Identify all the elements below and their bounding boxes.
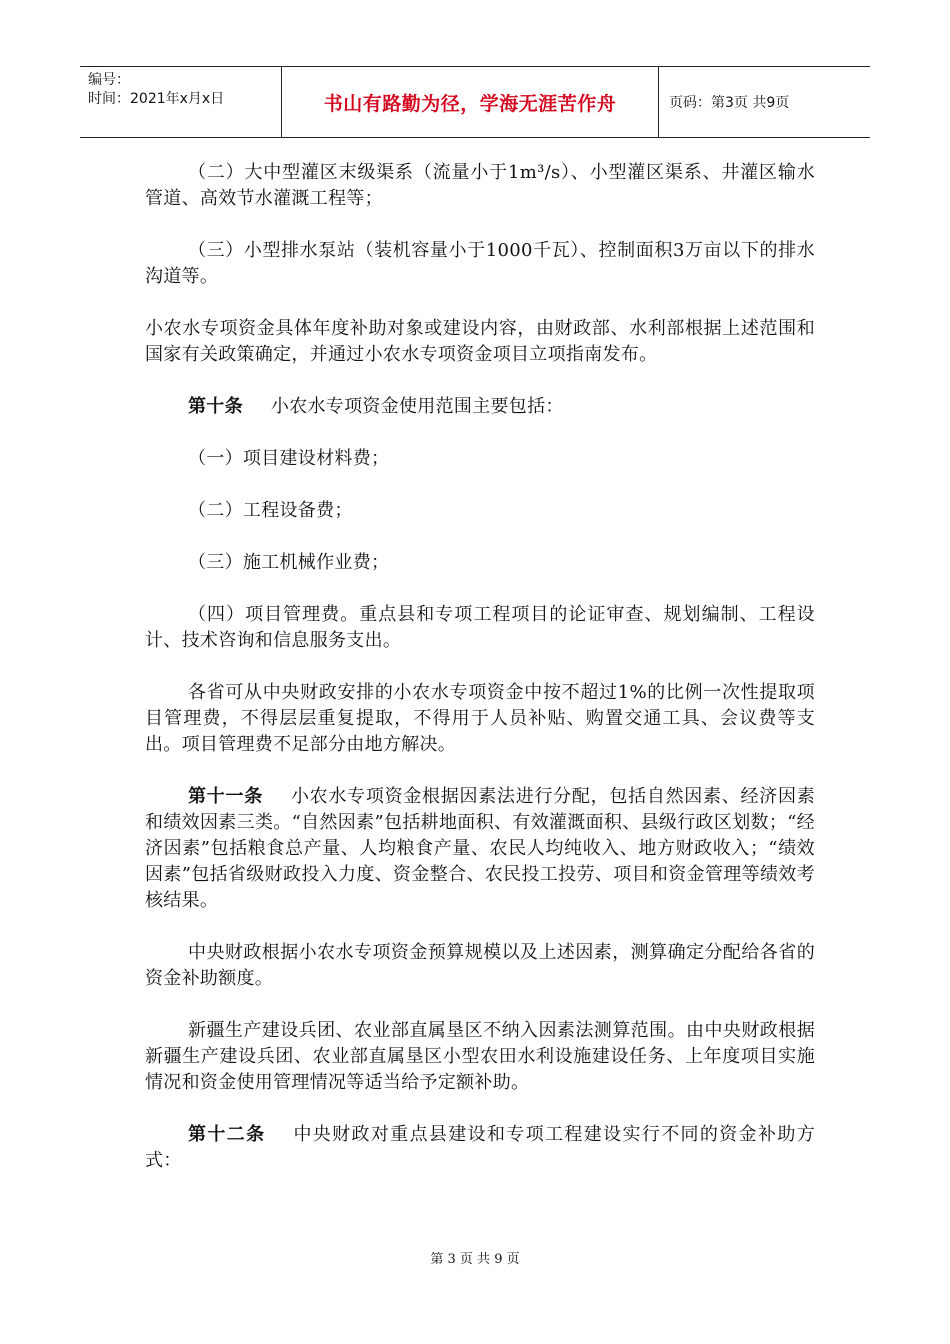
number-label: 编号： [88,72,130,88]
paragraph-7: （三）施工机械作业费； [188,552,390,573]
paragraph-5: （一）项目建设材料费； [188,448,390,469]
paragraph-3: 小农水专项资金具体年度补助对象或建设内容，由财政部、水利部根据上述范围和国家有关政策确定，并通过小农水专项资金项目立项指南发布。 [145,318,815,365]
header-motto: 书山有路勤为径，学海无涯苦作舟 [282,67,659,137]
header-meta [80,67,282,137]
header-page-info: 页码：第3页 共9页 [669,95,790,111]
page-header [80,66,870,138]
time-label: 时间：2021年x月x日 [88,91,225,107]
page-footer: 第 3 页 共 9 页 [430,1252,520,1267]
paragraph-9: 各省可从中央财政安排的小农水专项资金中按不超过1%的比例一次性提取项目管理费，不得层层重复提取，不得用于人员补贴、购置交通工具、会议费等支出。项目管理费不足部分由地方解决。 [145,682,815,755]
article-12 [145,1122,815,1174]
paragraph-1: （二）大中型灌区末级渠系（流量小于1m³/s）、小型灌区渠系、井灌区输水管道、高效节水灌溉工程等； [145,162,815,209]
article-11-heading: 第十一条 [188,786,263,807]
article-10-text: 小农水专项资金使用范围主要包括： [270,396,564,417]
paragraph-11: 中央财政根据小农水专项资金预算规模以及上述因素，测算确定分配给各省的资金补助额度。 [145,942,815,989]
article-12-heading: 第十二条 [188,1124,266,1145]
article-12-text: 中央财政对重点县建设和专项工程建设实行不同的资金补助方式： [145,1124,815,1171]
paragraph-2: （三）小型排水泵站（装机容量小于1000千瓦）、控制面积3万亩以下的排水沟道等。 [145,240,815,287]
article-11-text: 小农水专项资金根据因素法进行分配，包括自然因素、经济因素和绩效因素三类。“自然因素”包括耕地面积、有效灌溉面积、县级行政区划数；“经济因素”包括粮食总产量、人均粮食产量、农民人均纯收入、地方财政收入；“绩效因素”包括省级财政投入力度、资金整合、农民投工投劳、项目和资金管理等绩效考核结果。 [145,786,815,911]
paragraph-6: （二）工程设备费； [188,500,353,521]
paragraph-12: 新疆生产建设兵团、农业部直属垦区不纳入因素法测算范围。由中央财政根据新疆生产建设兵团、农业部直属垦区小型农田水利设施建设任务、上年度项目实施情况和资金使用管理情况等适当给予定额补助。 [145,1020,815,1093]
article-10 [145,394,815,420]
document-body [145,160,815,1200]
paragraph-8: （四）项目管理费。重点县和专项工程项目的论证审查、规划编制、工程设计、技术咨询和信息服务支出。 [145,604,815,651]
article-11 [145,784,815,914]
article-10-heading: 第十条 [188,396,243,417]
